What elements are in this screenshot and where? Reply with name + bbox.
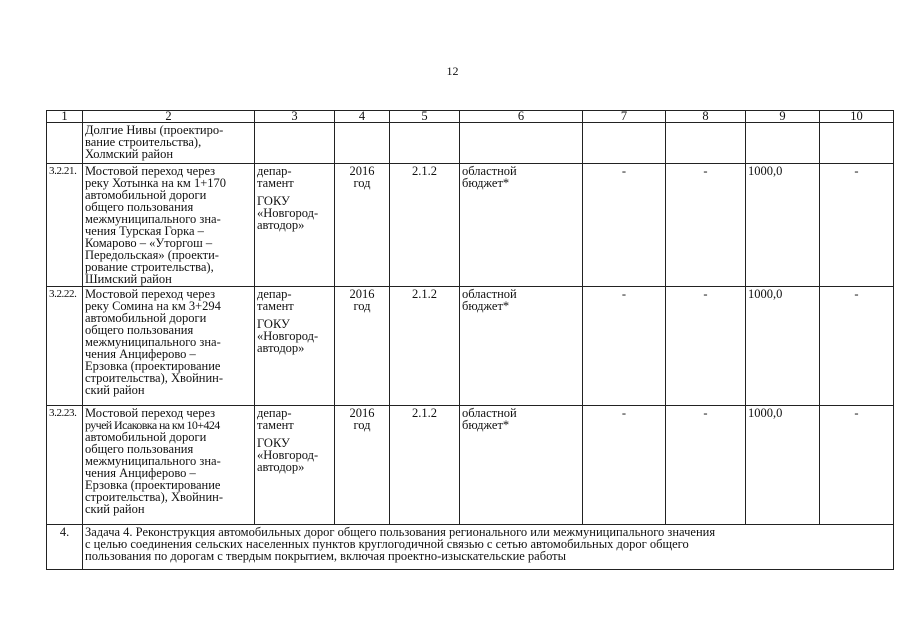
deadline: 2016 год bbox=[335, 287, 390, 406]
funding-col-10: - bbox=[820, 164, 894, 287]
program-table bbox=[46, 110, 894, 570]
target-indicator: 2.1.2 bbox=[390, 287, 460, 406]
funding-col-7: - bbox=[583, 287, 666, 406]
column-header: 3 bbox=[255, 111, 335, 123]
executor: депар- тамент ГОКУ «Новгород- автодор» bbox=[255, 164, 335, 287]
deadline: 2016 год bbox=[335, 406, 390, 525]
executor: депар- тамент ГОКУ «Новгород- автодор» bbox=[255, 287, 335, 406]
executor: депар- тамент ГОКУ «Новгород- автодор» bbox=[255, 406, 335, 525]
task-description: Задача 4. Реконструкция автомобильных дорог общего пользования регионального или межмуниципального значения с целью соединения сельских населенных пунктов круглогодичной связью с сетью автомобильных дорог общего пользования по дорогам с твердым покрытием, включая проектно-изыскательские работы bbox=[83, 525, 894, 570]
column-header: 8 bbox=[666, 111, 746, 123]
target-indicator: 2.1.2 bbox=[390, 164, 460, 287]
funding-col-8: - bbox=[666, 287, 746, 406]
target-indicator: 2.1.2 bbox=[390, 406, 460, 525]
task-number: 4. bbox=[47, 525, 83, 570]
funding-col-9: 1000,0 bbox=[746, 164, 820, 287]
table-row bbox=[47, 287, 894, 406]
funding-col-10: - bbox=[820, 406, 894, 525]
measure-name: Мостовой переход через ручей Исаковка на км 10+424 автомобильной дороги общего пользования межмуниципального зна- чения Анциферово – Ерзовка (проектирование строительства), Хвойнин- ский район bbox=[83, 406, 255, 525]
deadline: 2016 год bbox=[335, 164, 390, 287]
task-row bbox=[47, 525, 894, 570]
column-header: 5 bbox=[390, 111, 460, 123]
column-header: 6 bbox=[460, 111, 583, 123]
column-header: 1 bbox=[47, 111, 83, 123]
funding-source: областной бюджет* bbox=[460, 406, 583, 525]
column-header: 7 bbox=[583, 111, 666, 123]
measure-name: Мостовой переход через реку Хотынка на км 1+170 автомобильной дороги общего пользования межмуниципального зна- чения Турская Горка – Комарово – «Уторгош – Передольская» (проекти- рование строительства), Шимский район bbox=[83, 164, 255, 287]
page-number: 12 bbox=[446, 64, 459, 78]
row-number: 3.2.22. bbox=[47, 287, 83, 406]
table-row bbox=[47, 164, 894, 287]
table-row-continuation bbox=[47, 123, 894, 164]
funding-col-7: - bbox=[583, 164, 666, 287]
column-header: 2 bbox=[83, 111, 255, 123]
funding-source: областной бюджет* bbox=[460, 287, 583, 406]
funding-col-7: - bbox=[583, 406, 666, 525]
column-number-row bbox=[47, 111, 894, 123]
funding-col-8: - bbox=[666, 406, 746, 525]
funding-col-9: 1000,0 bbox=[746, 406, 820, 525]
row-number: 3.2.23. bbox=[47, 406, 83, 525]
funding-col-8: - bbox=[666, 164, 746, 287]
table-row bbox=[47, 406, 894, 525]
measure-name: Мостовой переход через реку Сомина на км 3+294 автомобильной дороги общего пользования межмуниципального зна- чения Анциферово – Ерзовка (проектирование строительства), Хвойнин- ский район bbox=[83, 287, 255, 406]
column-header: 4 bbox=[335, 111, 390, 123]
column-header: 10 bbox=[820, 111, 894, 123]
measure-name: Долгие Нивы (проектиро- вание строительства), Холмский район bbox=[83, 123, 255, 164]
funding-col-10: - bbox=[820, 287, 894, 406]
row-number: 3.2.21. bbox=[47, 164, 83, 287]
column-header: 9 bbox=[746, 111, 820, 123]
funding-col-9: 1000,0 bbox=[746, 287, 820, 406]
funding-source: областной бюджет* bbox=[460, 164, 583, 287]
